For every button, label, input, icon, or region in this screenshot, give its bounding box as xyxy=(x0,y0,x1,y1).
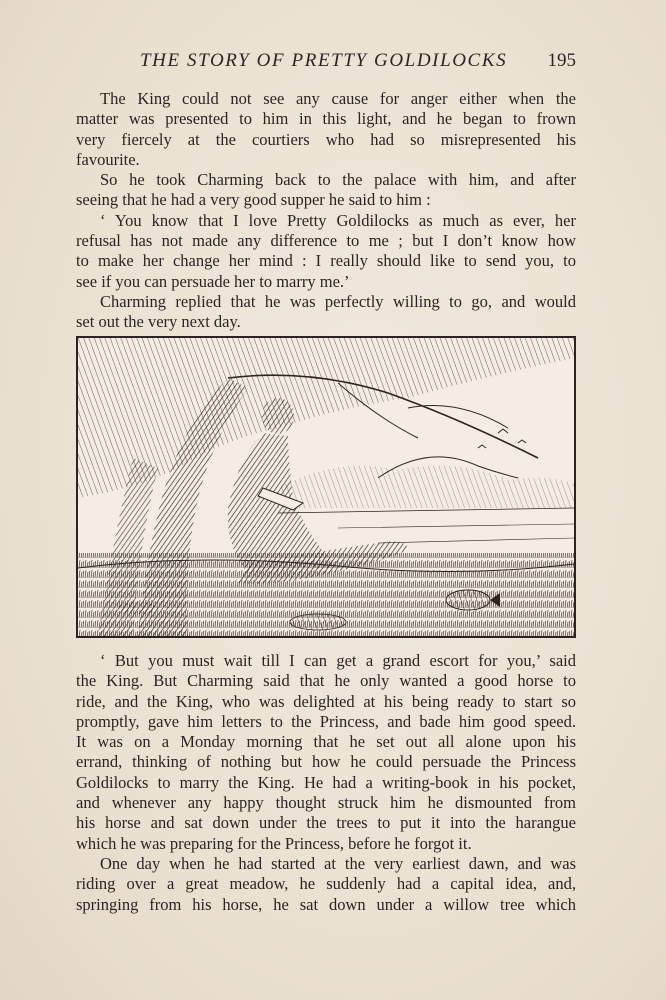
text-line: set out the very next day. xyxy=(76,312,241,332)
text-line: Charming replied that he was perfectly willing to go, and would xyxy=(100,291,576,311)
text-line: refusal has not made any difference to me ; but I don’t know how xyxy=(76,231,576,251)
text-line: One day when he had started at the very earliest dawn, and was xyxy=(100,853,576,873)
running-header xyxy=(76,50,576,74)
text-line: which he was preparing for the Princess, before he forgot it. xyxy=(76,833,472,853)
text-block-bottom xyxy=(76,651,576,915)
text-line: errand, thinking of nothing but how he could persuade the Princess xyxy=(76,752,576,772)
text-line: favourite. xyxy=(76,149,140,169)
text-line: The King could not see any cause for anger either when the xyxy=(100,89,576,108)
illustration xyxy=(76,336,576,638)
text-line: springing from his horse, he sat down under a willow tree which xyxy=(76,894,576,914)
text-line: So he took Charming back to the palace with him, and after xyxy=(100,170,576,190)
text-line: and whenever any happy thought struck him he dismounted from xyxy=(76,793,576,813)
text-line: see if you can persuade her to marry me.’ xyxy=(76,271,350,291)
text-line: It was on a Monday morning that he set out all alone upon his xyxy=(76,732,576,752)
text-line: seeing that he had a very good supper he said to him : xyxy=(76,190,431,210)
text-line: Goldilocks to marry the King. He had a writing-book in his pocket, xyxy=(76,772,576,792)
text-line: riding over a great meadow, he suddenly had a capital idea, and, xyxy=(76,874,576,894)
text-line: ‘ But you must wait till I can get a grand escort for you,’ said xyxy=(100,651,576,670)
text-line: ‘ You know that I love Pretty Goldilocks as much as ever, her xyxy=(100,210,576,230)
text-line: his horse and sat down under the trees to put it into the harangue xyxy=(76,813,576,833)
text-line: matter was presented to him in this light, and he began to frown xyxy=(76,109,576,129)
running-title: THE STORY OF PRETTY GOLDILOCKS xyxy=(140,50,508,71)
page-number: 195 xyxy=(547,50,576,71)
text-line: very fiercely at the courtiers who had so misrepresented his xyxy=(76,129,576,149)
text-line: the King. But Charming said that he only wanted a good horse to xyxy=(76,671,576,691)
text-block-top xyxy=(76,89,576,333)
text-line: promptly, gave him letters to the Princess, and bade him good speed. xyxy=(76,711,576,731)
text-line: to make her change her mind : I really should like to send you, to xyxy=(76,251,576,271)
illustration-drawing xyxy=(78,338,574,636)
text-line: ride, and the King, who was delighted at his being ready to start so xyxy=(76,691,576,711)
